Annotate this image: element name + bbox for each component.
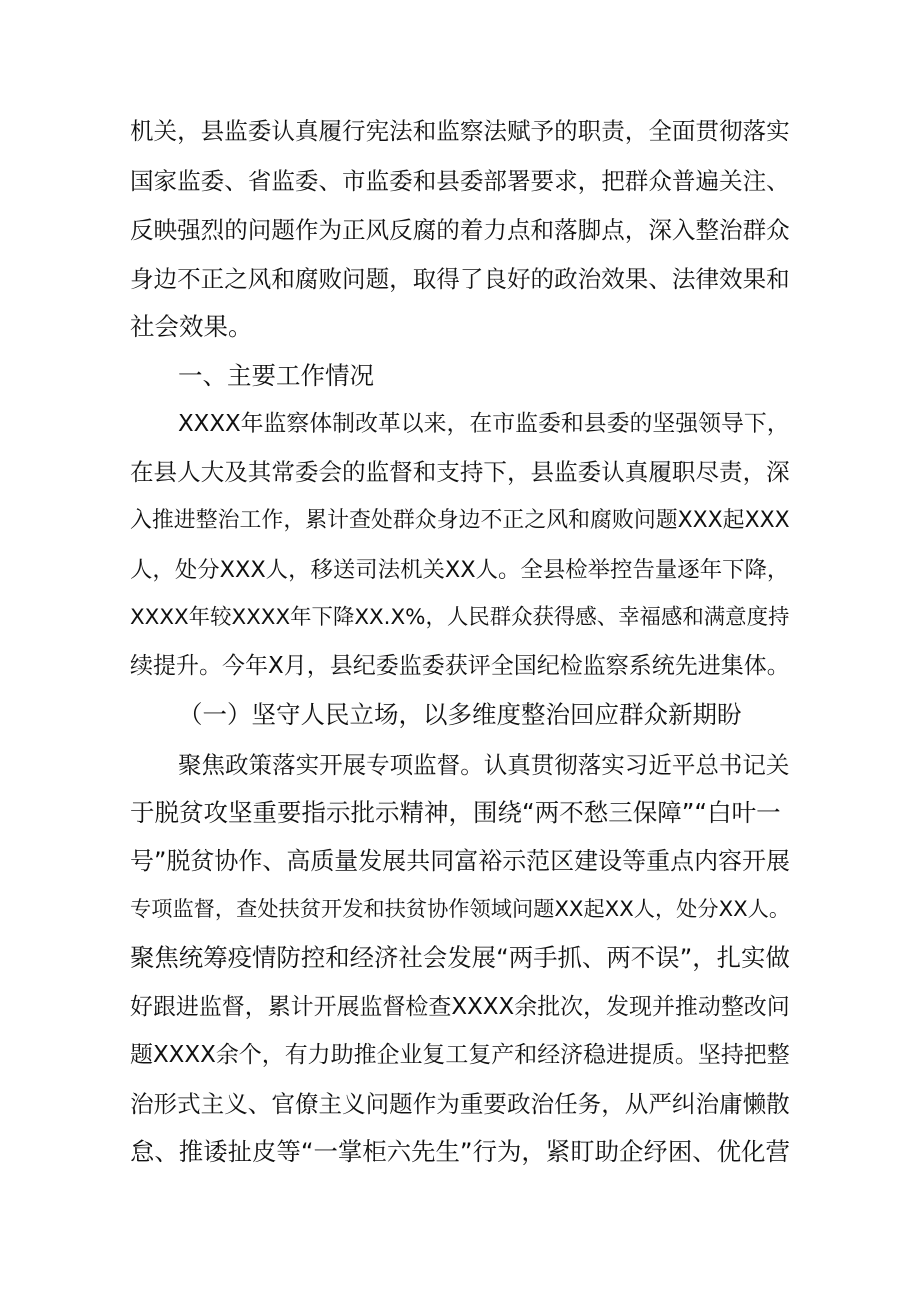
body-text-line: XXXX年监察体制改革以来，在市监委和县委的坚强领导下， — [178, 411, 790, 437]
body-text-line: 专项监督，查处扶贫开发和扶贫协作领域问题XX起XX人，处分XX人。 — [130, 897, 791, 922]
body-text-line: 治形式主义、官僚主义问题作为重要政治任务，从严纠治庸懒散 — [130, 1090, 790, 1118]
body-text-line: 怠、推诿扯皮等“一掌柜六先生”行为，紧盯助企纾困、优化营 — [130, 1137, 790, 1166]
body-text-line: 续提升。今年X月，县纪委监委获评全国纪检监察系统先进集体。 — [130, 653, 790, 679]
body-text-line: 聚焦政策落实开展专项监督。认真贯彻落实习近平总书记关 — [178, 751, 790, 779]
body-text-line: 国家监委、省监委、市监委和县委部署要求，把群众普遍关注、 — [130, 167, 790, 195]
body-text-line: 在县人大及其常委会的监督和支持下，县监委认真履职尽责，深 — [130, 458, 790, 486]
body-text-line: 号”脱贫协作、高质量发展共同富裕示范区建设等重点内容开展 — [130, 847, 791, 875]
body-text-line: 身边不正之风和腐败问题，取得了良好的政治效果、法律效果和 — [130, 265, 790, 293]
body-text-line: 聚焦统筹疫情防控和经济社会发展“两手抓、两不误”，扎实做 — [130, 943, 790, 972]
body-text-line: 人，处分XXX人，移送司法机关XX人。全县检举控告量逐年下降， — [130, 557, 790, 583]
body-text-line: XXXX年较XXXX年下降XX.X%，人民群众获得感、幸福感和满意度持 — [130, 605, 790, 630]
body-text-line: 社会效果。 — [130, 312, 253, 341]
body-text-line: 机关，县监委认真履行宪法和监察法赋予的职责，全面贯彻落实 — [130, 117, 790, 145]
body-text-line: 好跟进监督，累计开展监督检查XXXX余批次，发现并推动整改问 — [130, 994, 790, 1020]
body-text-line: 反映强烈的问题作为正风反腐的着力点和落脚点，深入整治群众 — [130, 216, 790, 244]
subsection-heading: （一）坚守人民立场，以多维度整治回应群众新期盼 — [178, 700, 742, 729]
body-text-line: 入推进整治工作，累计查处群众身边不正之风和腐败问题XXX起XXX — [130, 508, 790, 533]
body-text-line: 于脱贫攻坚重要指示批示精神，围绕“两不愁三保障”“白叶一 — [130, 798, 781, 827]
section-heading: 一、主要工作情况 — [178, 361, 374, 390]
body-text-line: 题XXXX余个，有力助推企业复工复产和经济稳进提质。坚持把整 — [130, 1042, 790, 1068]
